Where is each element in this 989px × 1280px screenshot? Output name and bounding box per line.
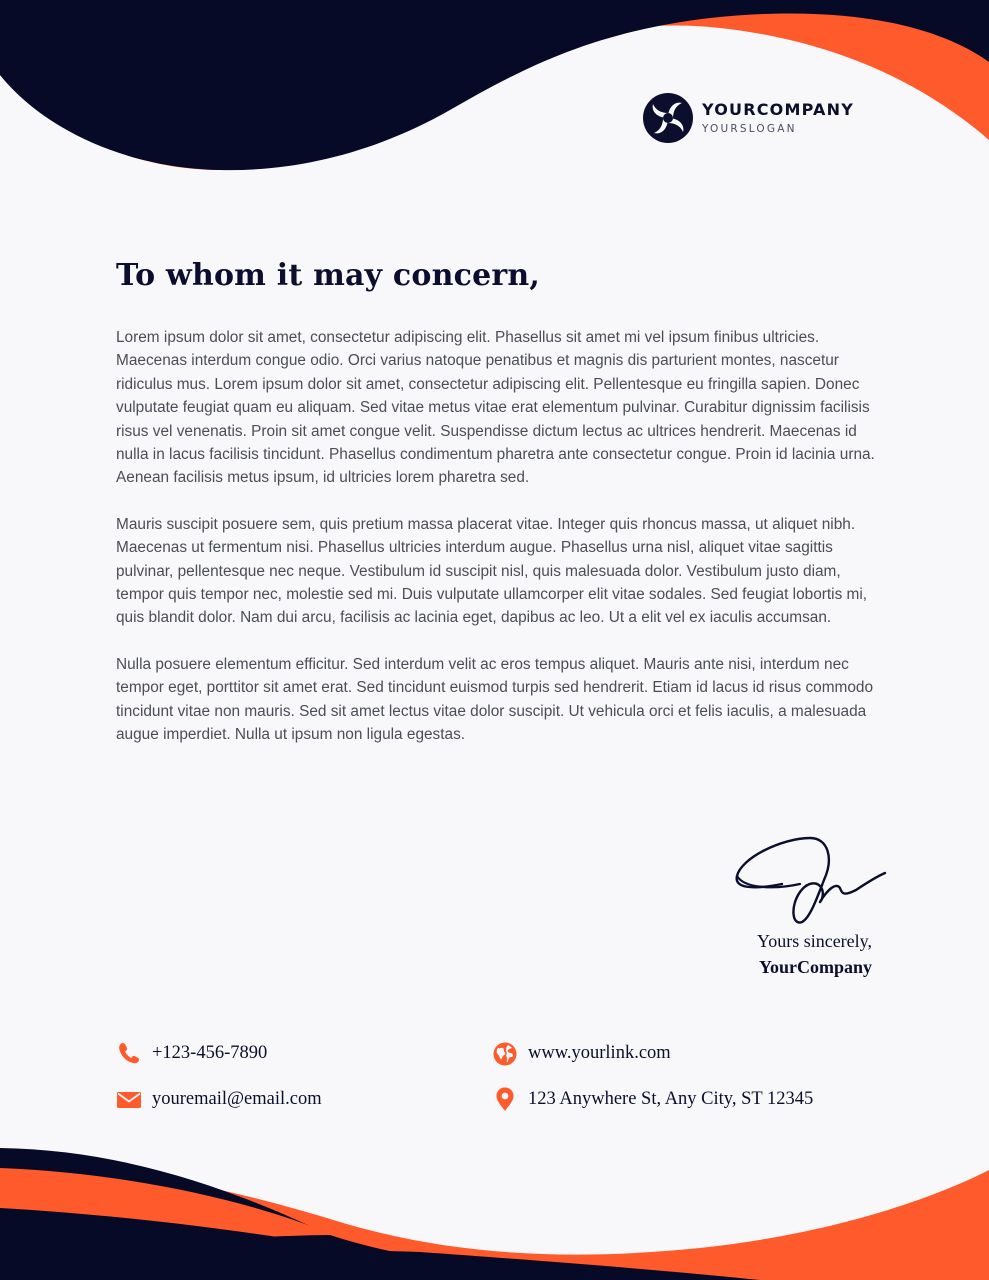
letter-paragraph: Nulla posuere elementum efficitur. Sed interdum velit ac eros tempus aliquet. Mauris ante nisi, interdum nec tempor eget, porttitor sit amet erat. Sed tincidunt euismod turpis sed hendrerit. Etiam id lacus id risus commodo tincidunt vitae non mauris. Sed sit amet lectus vitae dolor suscipit. Ut vehicula orci et felis iaculis, a malesuada augue imperdiet. Nulla ut ipsum non ligula egestas. xyxy=(116,655,874,744)
letter-body xyxy=(116,326,880,770)
email-icon xyxy=(116,1086,142,1112)
letter-salutation: To whom it may concern, xyxy=(116,258,541,293)
location-pin-icon xyxy=(492,1086,518,1112)
globe-icon xyxy=(492,1040,518,1066)
contact-address xyxy=(492,1086,813,1112)
letter-closing xyxy=(700,928,872,980)
phone-number[interactable]: +123-456-7890 xyxy=(152,1042,268,1063)
email-address[interactable]: youremail@email.com xyxy=(152,1088,322,1109)
contact-website xyxy=(492,1040,671,1066)
signatory-name: YourCompany xyxy=(758,957,872,977)
contact-email xyxy=(116,1086,322,1112)
company-slogan: YOURSLOGAN xyxy=(702,122,797,135)
postal-address: 123 Anywhere St, Any City, ST 12345 xyxy=(528,1088,814,1109)
company-logo xyxy=(642,92,854,144)
letter-paragraph: Mauris suscipit posuere sem, quis pretium massa placerat vitae. Integer quis rhoncus massa, ut aliquet nibh. Maecenas ut fermentum nisi. Phasellus ultricies interdum augue. Phasellus urna nisl, aliquet vitae sagittis pulvinar, pellentesque nec neque. Vestibulum id suscipit nisl, quis malesuada dolor. Vestibulum justo diam, tempor quis tempor nec, molestie sed mi. Duis vulputate ullamcorper elit vitae sodales. Sed feugiat lobortis mi, quis blandit dolor. Nam dui arcu, facilisis ac lacinia eget, dapibus ac leo. Ut a elit vel ex iaculis accumsan. xyxy=(116,515,868,627)
handwritten-signature xyxy=(732,832,892,930)
letter-paragraph: Lorem ipsum dolor sit amet, consectetur adipiscing elit. Phasellus sit amet mi vel ipsum finibus ultricies. Maecenas interdum congue odio. Orci varius natoque penatibus et magnis dis parturient montes, nascetur ridiculus mus. Lorem ipsum dolor sit amet, consectetur adipiscing elit. Pellentesque eu fringilla sapien. Donec vulputate feugiat quam eu aliquam. Sed vitae metus vitae erat elementum pulvinar. Curabitur dignissim facilisis risus vel venenatis. Proin sit amet congue velit. Suspendisse dictum lectus ac ultrices hendrerit. Maecenas id nulla in lacus facilisis tincidunt. Phasellus condimentum pharetra ante consectetur congue. Proin id lacinia urna. Aenean facilisis metus ipsum, id ultricies lorem pharetra sed. xyxy=(116,329,875,487)
closing-phrase: Yours sincerely, xyxy=(757,931,872,951)
company-logo-mark-icon xyxy=(642,92,694,144)
company-name: YOURCOMPANY xyxy=(702,99,855,119)
phone-icon xyxy=(116,1040,142,1066)
contact-phone xyxy=(116,1040,267,1066)
website-link[interactable]: www.yourlink.com xyxy=(528,1042,671,1063)
bottom-wave-decoration xyxy=(0,1140,989,1280)
